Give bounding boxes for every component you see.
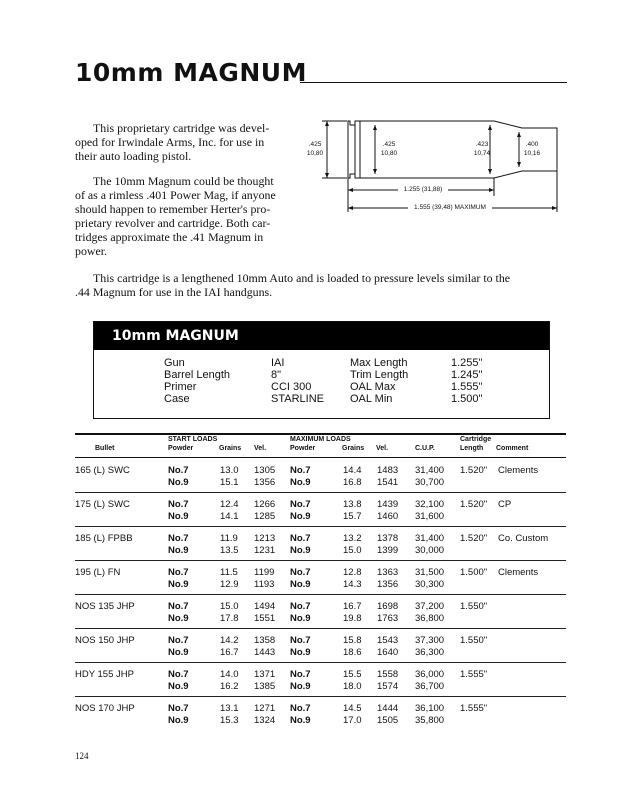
start-powder-cell: No.7 [168,465,189,476]
column-header-length: Length [460,445,484,452]
max-length-label: 1.555 (39,48) MAXIMUM [414,204,486,211]
intro-line: The 10mm Magnum could be thought [93,174,274,188]
max-velocity-cell: 1363 [377,567,399,578]
cup-cell: 36,300 [415,647,445,658]
max-grains-cell: 16.7 [343,601,362,612]
max-powder-cell: No.9 [290,477,311,488]
start-powder-cell: No.7 [168,567,189,578]
max-velocity-cell: 1541 [377,477,399,488]
start-powder-cell: No.7 [168,499,189,510]
start-powder-cell: No.9 [168,647,189,658]
start-grains-cell: 15.1 [220,477,239,488]
intro-line: This proprietary cartridge was devel- [93,121,270,135]
intro-line: power. [75,244,108,258]
max-grains-cell: 17.0 [343,715,362,726]
max-velocity-cell: 1505 [377,715,399,726]
max-powder-cell: No.7 [290,465,311,476]
cartridge-length-cell: 1.520" [460,499,488,510]
spec-value: 1.555" [451,381,483,393]
start-powder-cell: No.9 [168,613,189,624]
start-grains-cell: 17.8 [220,613,239,624]
page-title: 10mm MAGNUM [75,58,307,87]
spec-value: STARLINE [271,393,324,405]
max-velocity-cell: 1439 [377,499,399,510]
start-grains-cell: 13.0 [220,465,239,476]
spec-label: Max Length [350,357,408,369]
comment-cell: Co. Custom [498,533,549,544]
start-grains-cell: 14.0 [220,669,239,680]
max-grains-cell: 12.8 [343,567,362,578]
spec-value: 1.500" [451,393,483,405]
spec-label: Trim Length [350,369,409,381]
spec-value: 1.255" [451,357,483,369]
column-header-cup: C.U.P. [415,445,435,452]
max-powder-cell: No.9 [290,579,311,590]
start-grains-cell: 15.0 [220,601,239,612]
max-powder-cell: No.7 [290,635,311,646]
max-velocity-cell: 1483 [377,465,399,476]
max-velocity-cell: 1574 [377,681,399,692]
intro-line: prietary revolver and cartridge. Both car- [75,216,271,230]
bullet-cell: HDY 155 JHP [75,669,134,680]
comment-cell: CP [498,499,512,510]
start-velocity-cell: 1494 [254,601,276,612]
max-grains-cell: 18.6 [343,647,362,658]
max-loads-header: MAXIMUM LOADS [290,436,351,443]
start-velocity-cell: 1356 [254,477,276,488]
bullet-cell: NOS 170 JHP [75,703,135,714]
start-velocity-cell: 1443 [254,647,276,658]
table-row-divider [75,628,566,629]
start-grains-cell: 14.2 [220,635,239,646]
cup-cell: 31,500 [415,567,445,578]
start-velocity-cell: 1266 [254,499,276,510]
start-velocity-cell: 1385 [254,681,276,692]
spec-value: IAI [271,357,285,369]
start-velocity-cell: 1358 [254,635,276,646]
spec-label: OAL Max [350,381,396,393]
cup-cell: 37,300 [415,635,445,646]
cup-cell: 36,800 [415,613,445,624]
max-powder-cell: No.9 [290,715,311,726]
cup-cell: 32,100 [415,499,445,510]
start-velocity-cell: 1371 [254,669,276,680]
start-powder-cell: No.7 [168,669,189,680]
comment-cell: Clements [498,567,539,578]
max-velocity-cell: 1543 [377,635,399,646]
diameter-label: 10,80 [380,150,398,157]
bullet-cell: 185 (L) FPBB [75,533,133,544]
start-grains-cell: 15.3 [220,715,239,726]
column-header-powder: Powder [168,445,194,452]
diameter-label: .423 [475,141,489,148]
start-powder-cell: No.9 [168,545,189,556]
max-powder-cell: No.9 [290,647,311,658]
max-velocity-cell: 1399 [377,545,399,556]
cartridge-diagram [300,108,568,218]
length-label: 1.255 (31,88) [403,186,443,193]
spec-label: Primer [164,381,197,393]
table-row-divider [75,560,566,561]
intro-line: their auto loading pistol. [75,149,192,163]
start-grains-cell: 12.4 [220,499,239,510]
spec-label: Barrel Length [164,369,231,381]
spec-box-heading: 10mm MAGNUM [94,322,549,350]
cup-cell: 37,200 [415,601,445,612]
spec-label: Case [164,393,190,405]
intro-paragraph-3 [75,271,567,299]
max-powder-cell: No.9 [290,681,311,692]
diameter-label: .400 [525,141,539,148]
start-powder-cell: No.7 [168,703,189,714]
start-velocity-cell: 1551 [254,613,276,624]
max-grains-cell: 13.2 [343,533,362,544]
start-powder-cell: No.7 [168,601,189,612]
table-row-divider [75,526,566,527]
max-powder-cell: No.7 [290,533,311,544]
intro-paragraph-1 [75,121,291,163]
intro-line: This cartridge is a lengthened 10mm Auto and is loaded to pressure levels similar to the [93,271,511,285]
bullet-cell: 195 (L) FN [75,567,121,578]
column-header-comment: Comment [496,445,529,452]
cup-cell: 31,400 [415,465,445,476]
intro-line: of as a rimless .401 Power Mag, if anyone [75,188,276,202]
cartridge-length-cell: 1.550" [460,635,488,646]
cup-cell: 36,700 [415,681,445,692]
cup-cell: 35,800 [415,715,445,726]
start-grains-cell: 13.1 [220,703,239,714]
start-velocity-cell: 1199 [254,567,275,578]
cartridge-length-cell: 1.520" [460,533,488,544]
cup-cell: 30,300 [415,579,445,590]
spec-label: Gun [164,357,185,369]
column-header-velocity: Vel. [376,445,389,452]
cartridge-header: Cartridge [460,436,492,443]
diameter-label: 10,16 [523,150,541,157]
diameter-label: .425 [382,141,396,148]
max-grains-cell: 13.8 [343,499,362,510]
column-header-bullet: Bullet [95,445,115,452]
start-velocity-cell: 1305 [254,465,276,476]
intro-line: .44 Magnum for use in the IAI handguns. [75,285,273,299]
start-powder-cell: No.9 [168,715,189,726]
start-velocity-cell: 1271 [254,703,276,714]
bullet-cell: 175 (L) SWC [75,499,130,510]
max-grains-cell: 16.8 [343,477,362,488]
intro-line: oped for Irwindale Arms, Inc. for use in [75,135,265,149]
column-header-powder: Powder [290,445,316,452]
cartridge-length-cell: 1.500" [460,567,488,578]
cup-cell: 30,000 [415,545,445,556]
max-velocity-cell: 1640 [377,647,399,658]
max-powder-cell: No.7 [290,703,311,714]
start-velocity-cell: 1231 [254,545,276,556]
bullet-cell: NOS 150 JHP [75,635,135,646]
start-grains-cell: 16.2 [220,681,239,692]
start-grains-cell: 14.1 [220,511,239,522]
cup-cell: 31,400 [415,533,445,544]
max-velocity-cell: 1698 [377,601,399,612]
start-powder-cell: No.7 [168,533,189,544]
cup-cell: 30,700 [415,477,445,488]
spec-value: CCI 300 [271,381,312,393]
max-grains-cell: 19.8 [343,613,362,624]
spec-label: OAL Min [350,393,393,405]
max-powder-cell: No.7 [290,499,311,510]
table-row-divider [75,662,566,663]
start-velocity-cell: 1193 [254,579,275,590]
title-rule [300,82,567,83]
column-header-grains: Grains [219,445,242,452]
max-grains-cell: 15.8 [343,635,362,646]
start-loads-header: START LOADS [168,436,218,443]
max-powder-cell: No.9 [290,613,311,624]
spec-value: 8" [271,369,282,381]
cup-cell: 31,600 [415,511,445,522]
max-grains-cell: 15.0 [343,545,362,556]
max-velocity-cell: 1444 [377,703,399,714]
start-powder-cell: No.7 [168,635,189,646]
max-powder-cell: No.9 [290,545,311,556]
diameter-label: .425 [308,141,322,148]
intro-line: tridges approximate the .41 Magnum in [75,230,264,244]
cup-cell: 36,000 [415,669,445,680]
max-powder-cell: No.9 [290,511,311,522]
start-grains-cell: 11.9 [220,533,238,544]
start-powder-cell: No.9 [168,681,189,692]
table-row-divider [75,696,566,697]
max-velocity-cell: 1558 [377,669,399,680]
start-powder-cell: No.9 [168,579,189,590]
max-velocity-cell: 1356 [377,579,399,590]
comment-cell: Clements [498,465,539,476]
start-grains-cell: 16.7 [220,647,239,658]
start-velocity-cell: 1285 [254,511,276,522]
start-grains-cell: 13.5 [220,545,239,556]
diameter-label: 10,74 [473,150,491,157]
cartridge-drawing [300,108,568,218]
intro-line: should happen to remember Herter's pro- [75,202,271,216]
start-velocity-cell: 1213 [254,533,276,544]
max-grains-cell: 14.4 [343,465,362,476]
max-velocity-cell: 1378 [377,533,399,544]
bullet-cell: NOS 135 JHP [75,601,135,612]
start-powder-cell: No.9 [168,511,189,522]
diameter-label: 10,80 [306,150,324,157]
cartridge-length-cell: 1.520" [460,465,488,476]
cartridge-length-cell: 1.550" [460,601,488,612]
table-row-divider [75,594,566,595]
max-grains-cell: 15.5 [343,669,362,680]
cartridge-length-cell: 1.555" [460,669,488,680]
max-powder-cell: No.7 [290,601,311,612]
page-number: 124 [75,751,89,761]
cup-cell: 36,100 [415,703,445,714]
max-grains-cell: 15.7 [343,511,362,522]
intro-paragraph-2 [75,174,291,258]
start-grains-cell: 11.5 [220,567,238,578]
max-grains-cell: 14.3 [343,579,362,590]
cartridge-length-cell: 1.555" [460,703,488,714]
max-grains-cell: 14.5 [343,703,362,714]
max-grains-cell: 18.0 [343,681,362,692]
start-velocity-cell: 1324 [254,715,276,726]
bullet-cell: 165 (L) SWC [75,465,130,476]
table-row-divider [75,492,566,493]
max-powder-cell: No.7 [290,669,311,680]
spec-box [93,321,550,419]
spec-value: 1.245" [451,369,483,381]
column-header-velocity: Vel. [254,445,267,452]
start-powder-cell: No.9 [168,477,189,488]
max-powder-cell: No.7 [290,567,311,578]
start-grains-cell: 12.9 [220,579,239,590]
max-velocity-cell: 1460 [377,511,399,522]
column-header-grains: Grains [342,445,365,452]
max-velocity-cell: 1763 [377,613,399,624]
